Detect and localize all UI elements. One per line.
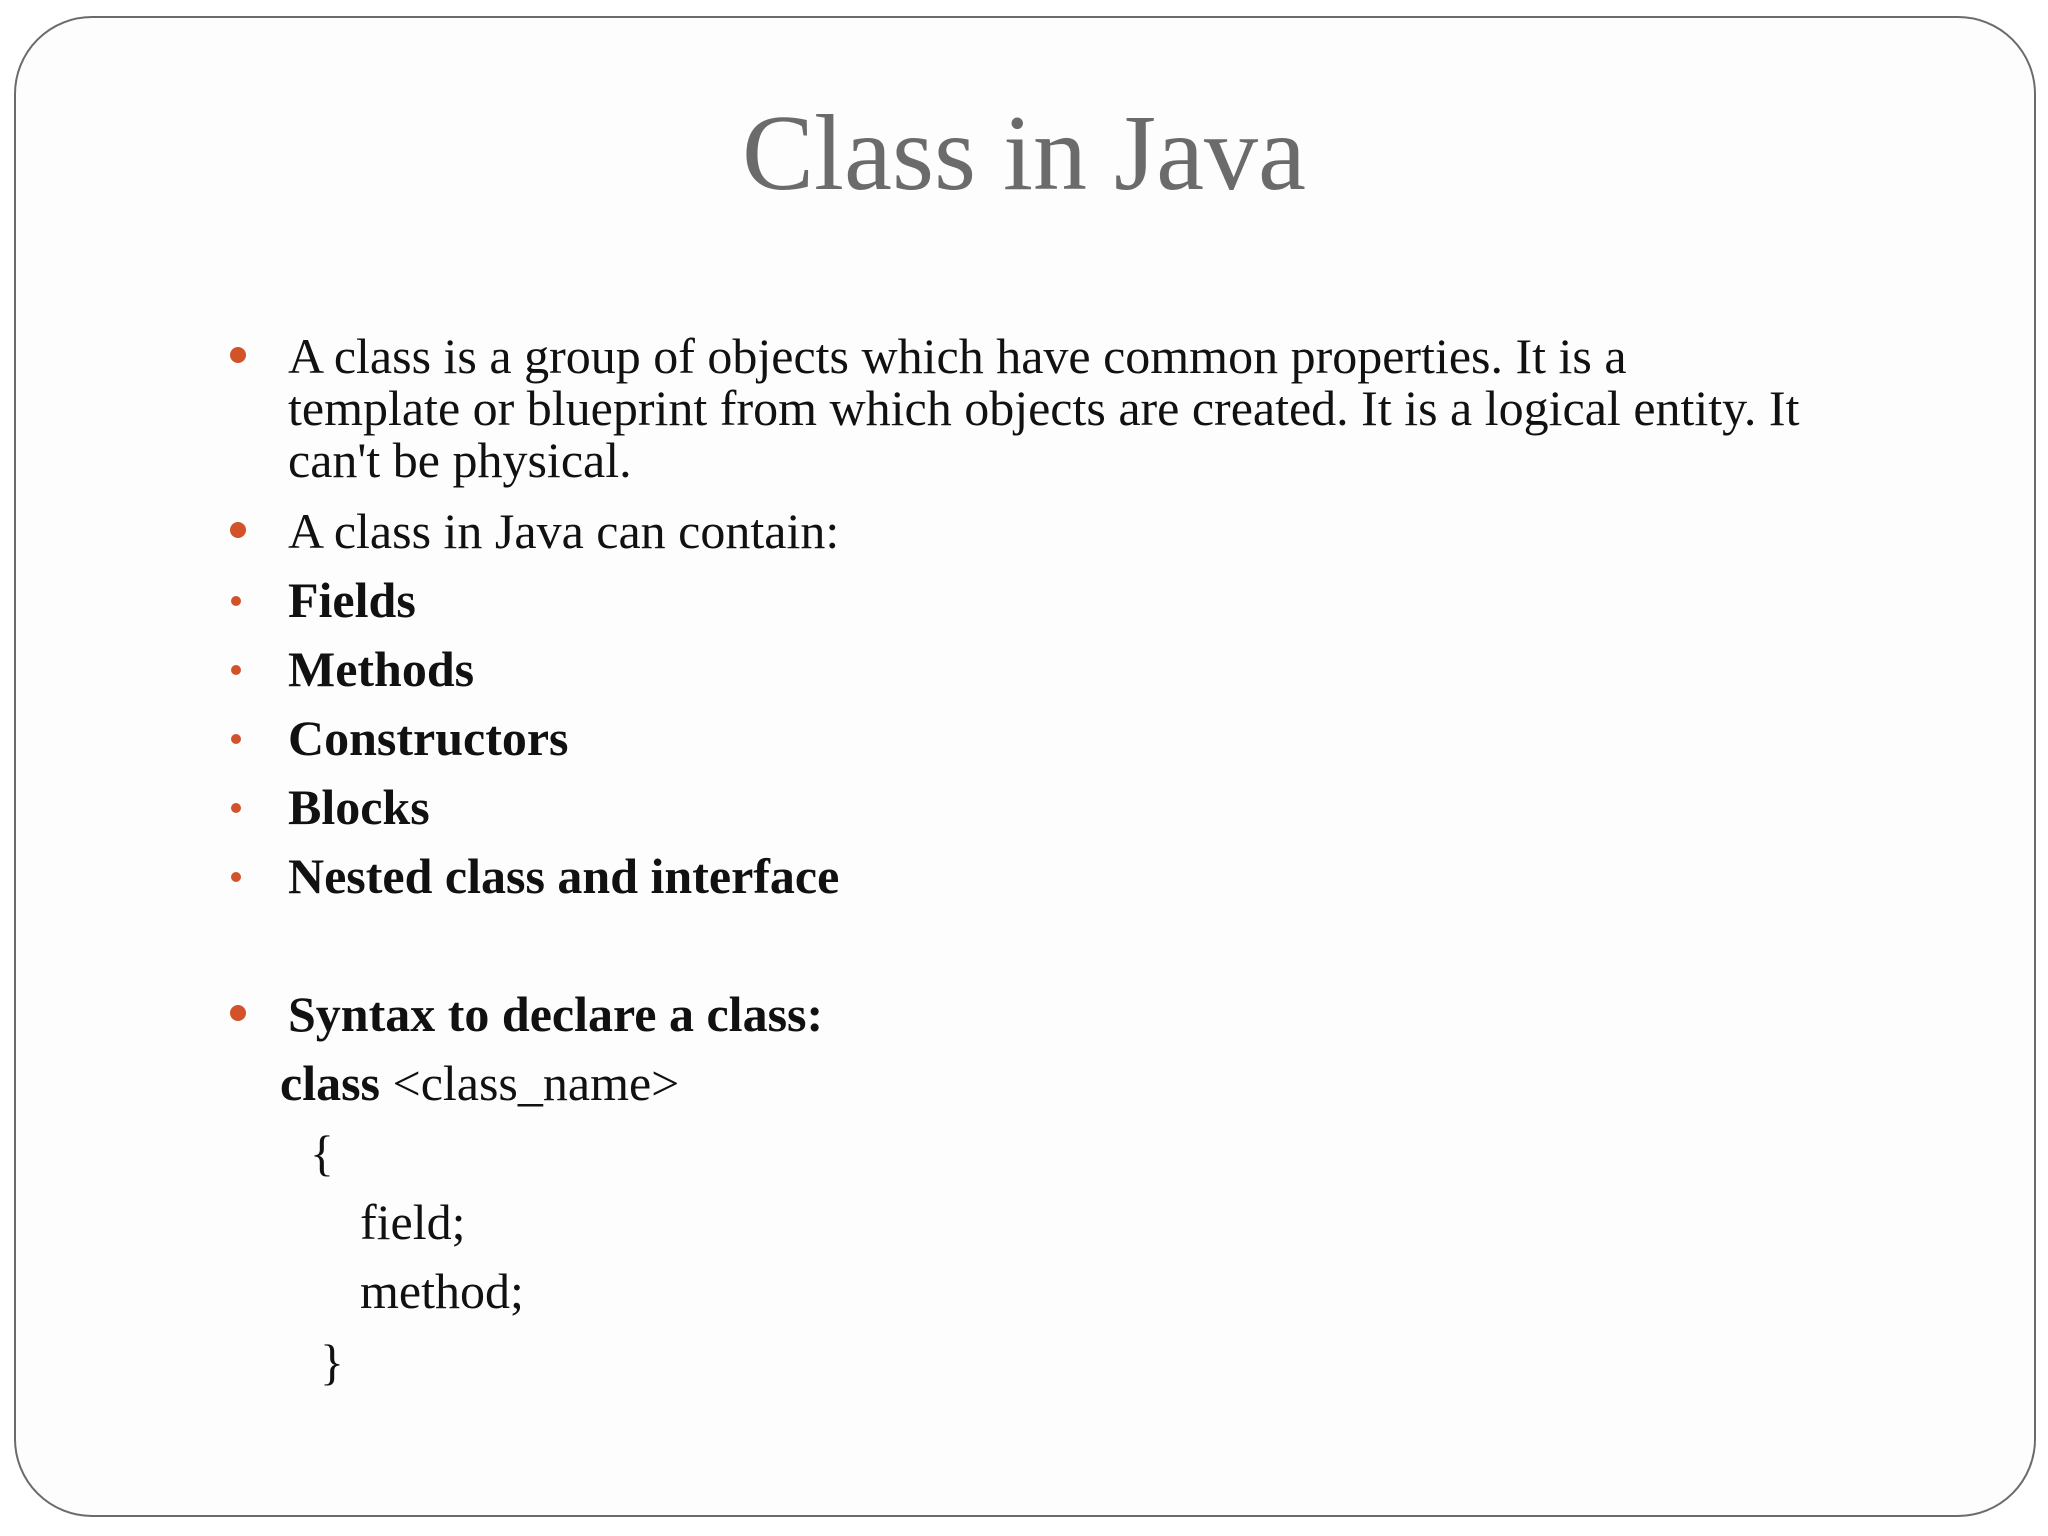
code-line-class	[280, 1057, 679, 1109]
sub-bullet-dot	[231, 665, 241, 675]
syntax-heading: Syntax to declare a class:	[288, 986, 824, 1042]
code-class-name: <class_name>	[380, 1055, 680, 1111]
sub-item-fields: Fields	[288, 572, 416, 628]
bullet-dot	[230, 1005, 246, 1021]
sub-bullet-dot	[231, 803, 241, 813]
sub-item-methods: Methods	[288, 641, 475, 697]
sub-bullet-dot	[231, 734, 241, 744]
code-close-brace: }	[320, 1334, 344, 1390]
code-field: field;	[360, 1194, 466, 1250]
sub-item-blocks: Blocks	[288, 779, 430, 835]
sub-bullet-dot	[231, 596, 241, 606]
sub-bullet-dot	[231, 872, 241, 882]
code-keyword: class	[280, 1055, 380, 1111]
sub-item-constructors: Constructors	[288, 710, 569, 766]
slide-title: Class in Java	[742, 94, 1306, 213]
sub-item-nested: Nested class and interface	[288, 848, 840, 904]
code-method: method;	[360, 1263, 524, 1319]
bullet-dot	[230, 522, 246, 538]
bullet-1-line-2: template or blueprint from which objects are created. It is a logical entity. It	[288, 380, 1800, 436]
bullet-1-line-1: A class is a group of objects which have common properties. It is a	[288, 328, 1627, 384]
bullet-dot	[230, 347, 246, 363]
bullet-2-text: A class in Java can contain:	[288, 503, 840, 559]
bullet-1-line-3: can't be physical.	[288, 432, 632, 488]
code-open-brace: {	[310, 1125, 334, 1181]
